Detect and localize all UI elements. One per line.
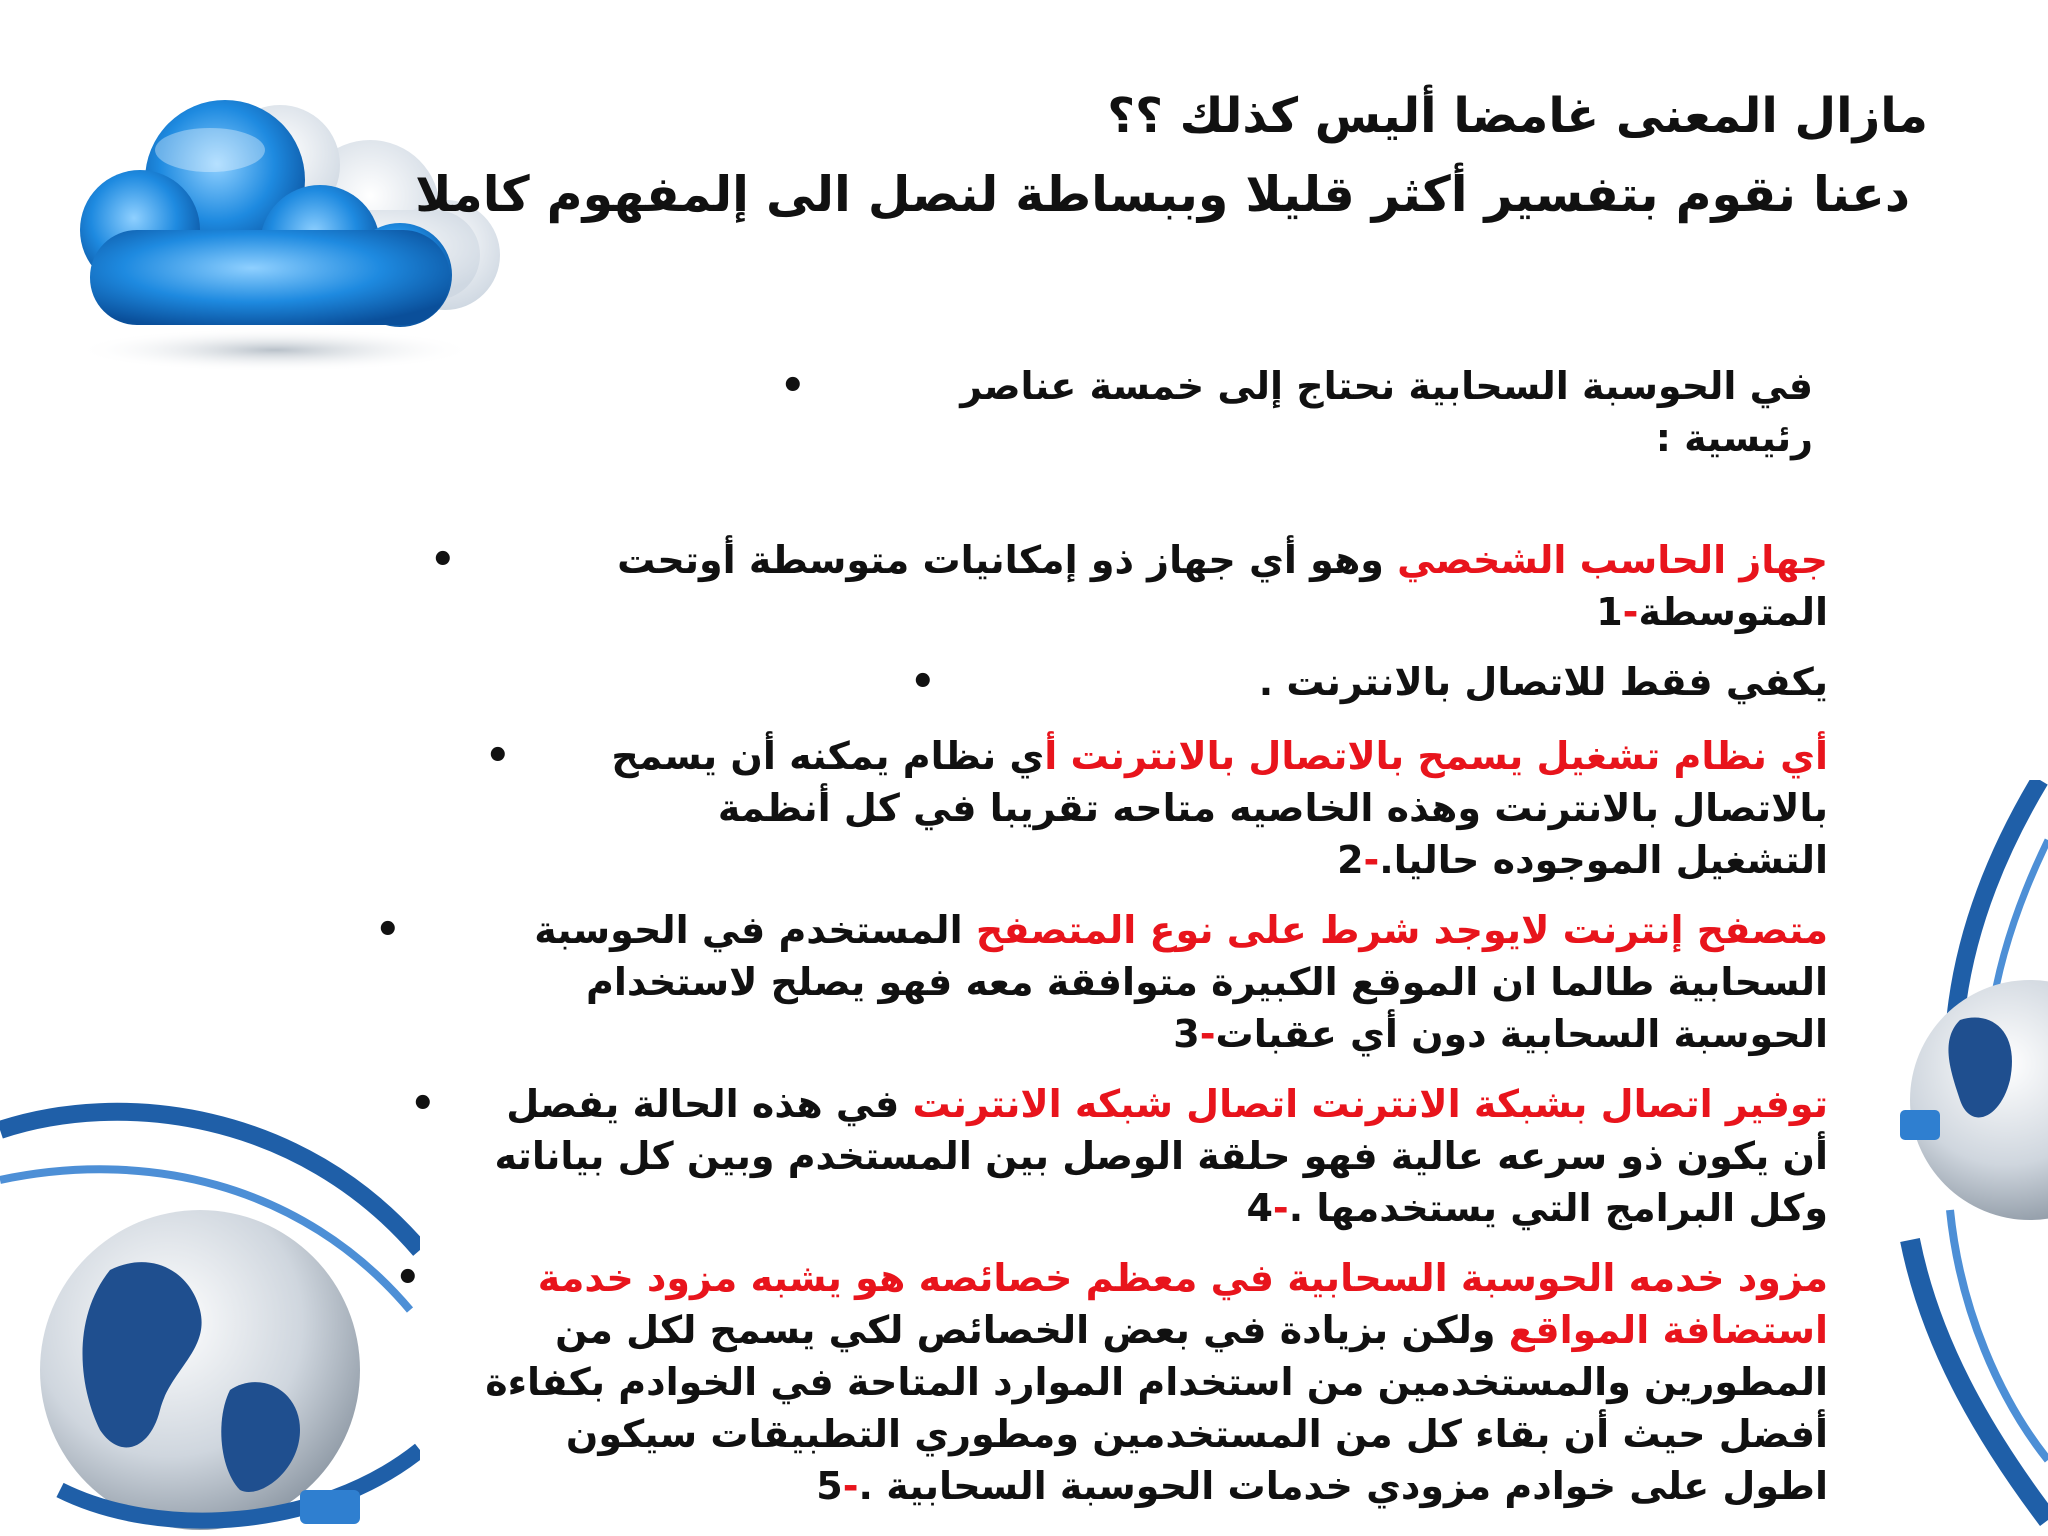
- bullet: •: [375, 907, 401, 953]
- list-item-intro: [780, 360, 1813, 464]
- list-item-5: [395, 1252, 1828, 1512]
- item-number: -4: [1246, 1186, 1289, 1230]
- item-text: المستخدم في الحوسبة السحابية طالما ان الموقع الكبيرة متوافقة معه فهو يصلح لاستخدام الحوسبة السحابية دون أي عقبات: [534, 908, 1828, 1056]
- item-highlight: مزود خدمه الحوسبة السحابية في معظم خصائصه هو يشبه مزود خدمة استضافة المواقع: [537, 1256, 1828, 1352]
- item-text: يكفي فقط للاتصال بالانترنت .: [1258, 660, 1828, 704]
- item-text: ولكن بزيادة في بعض الخصائص لكي يسمح لكل من المطورين والمستخدمين من استخدام الموارد المتاحة في الخوادم بكفاءة أفضل حيث أن بقاء كل من المستخدمين ومطوري التطبيقات سيكون اطول على خوادم مزودي خدمات الحوسبة السحابية .: [485, 1308, 1828, 1508]
- bullet: •: [430, 537, 456, 583]
- content-list: [360, 360, 1828, 1530]
- item-text: في هذه الحالة يفصل أن يكون ذو سرعه عالية فهو حلقة الوصل بين المستخدم وبين كل بياناته وكل البرامج التي يستخدمها .: [494, 1082, 1828, 1230]
- globe-icon: [1890, 780, 2048, 1536]
- item-text: وهو أي جهاز ذو إمكانيات متوسطة أوتحت المتوسطة: [617, 538, 1828, 634]
- globe-icon: [0, 1070, 420, 1536]
- list-item-3: [375, 904, 1828, 1060]
- bullet: •: [780, 363, 806, 409]
- list-item-4: [410, 1078, 1828, 1234]
- item-number: -3: [1173, 1012, 1216, 1056]
- page-subtitle: دعنا نقوم بتفسير أكثر قليلا وببساطة لنصل الى إلمفهوم كاملا: [415, 166, 1910, 223]
- item-highlight: أي نظام تشغيل يسمح بالاتصال بالانترنت أ: [1044, 734, 1828, 778]
- bullet: •: [910, 659, 936, 705]
- bullet: •: [485, 733, 511, 779]
- item-text: ي نظام يمكنه أن يسمح بالاتصال بالانترنت وهذه الخاصيه متاحه تقريبا في كل أنظمة التشغيل الموجوده حاليا.: [611, 734, 1828, 882]
- list-item-plain: [910, 656, 1828, 708]
- item-highlight: جهاز الحاسب الشخصي: [1397, 538, 1828, 582]
- item-number: -1: [1596, 590, 1639, 634]
- item-highlight: متصفح إنترنت لايوجد شرط على نوع المتصفح: [975, 908, 1828, 952]
- intro-text: في الحوسبة السحابية نحتاج إلى خمسة عناصر رئيسية :: [960, 364, 1813, 460]
- page-title: مازال المعنى غامضا أليس كذلك ؟؟: [1107, 88, 1928, 144]
- list-item-2: [485, 730, 1828, 886]
- item-highlight: توفير اتصال بشبكة الانترنت اتصال شبكه الانترنت: [912, 1082, 1828, 1126]
- list-item-1: [430, 534, 1828, 638]
- bullet: •: [410, 1081, 436, 1127]
- item-number: -2: [1337, 838, 1380, 882]
- item-number: -5: [816, 1464, 859, 1508]
- bullet: •: [395, 1255, 421, 1301]
